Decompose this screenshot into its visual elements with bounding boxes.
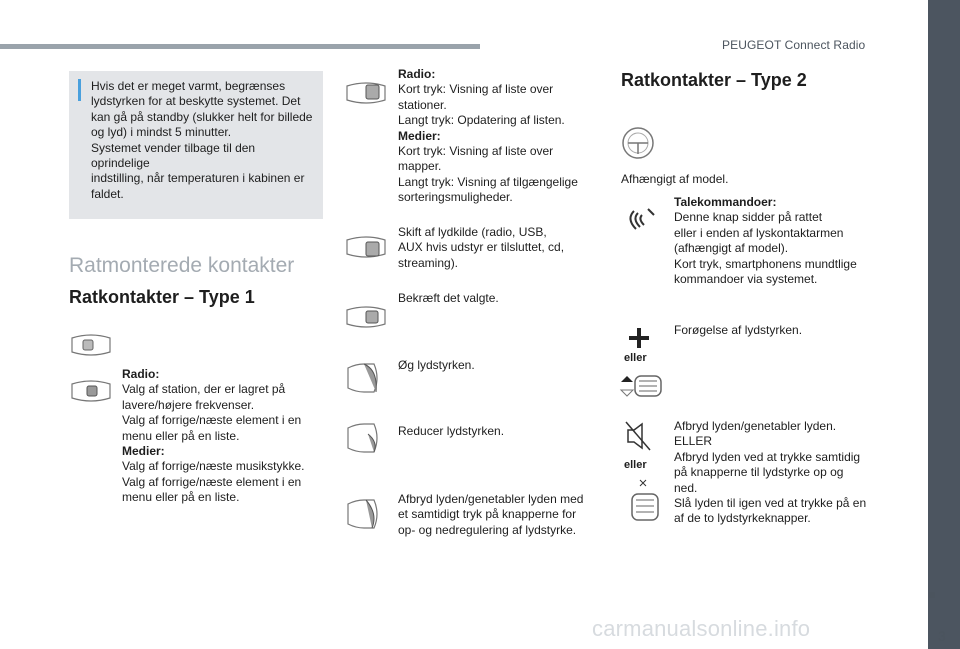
confirm-button-icon bbox=[344, 306, 388, 328]
confirm-text: Bekræft det valgte. bbox=[398, 291, 499, 305]
type2-mute-text: Afbryd lyden/genetabler lyden. ELLER Afbryd lyden ved at trykke samtidig på knapperne til lydstyrke op og ned. Slå lyden til igen ved at trykke på en af de to lydstyrkeknapper. bbox=[674, 419, 867, 526]
info-note bbox=[69, 71, 323, 219]
top-rule bbox=[0, 44, 480, 49]
col2-media-title: Medier: bbox=[398, 128, 441, 143]
volume-up-control-icon bbox=[344, 360, 384, 396]
brand-header: PEUGEOT Connect Radio bbox=[722, 38, 866, 52]
type1-heading: Ratkontakter – Type 1 bbox=[69, 287, 255, 307]
volume-up-text: Øg lydstyrken. bbox=[398, 358, 475, 372]
voice-block bbox=[674, 195, 874, 287]
plus-icon bbox=[627, 326, 651, 350]
type2-volume-up-text: Forøgelse af lydstyrken. bbox=[674, 323, 803, 337]
or-label-2: eller bbox=[624, 459, 647, 471]
info-note-text: Hvis det er meget varmt, begrænses lydstyrken for at beskytte systemet. Det kan gå på standby (slukker helt for billede og lyd) i mindst 5 minutter. Systemet vender tilbage til den oprindelige indstilling, når temperaturen i kabinen er faldet. bbox=[91, 79, 313, 201]
volume-lever-up-icon bbox=[619, 372, 663, 400]
voice-text: Denne knap sidder på rattet eller i enden af lyskontaktarmen (afhængigt af model). Kort tryk, smartphonens mundtlige kommandoer via systemet. bbox=[674, 210, 857, 287]
type1-radio-title: Radio: bbox=[122, 367, 160, 381]
volume-lever-mute-icon bbox=[630, 478, 662, 522]
type1-media-text: Valg af forrige/næste musikstykke. Valg af forrige/næste element i en menu eller på en liste. bbox=[122, 459, 305, 505]
type1-radio-block bbox=[122, 367, 322, 506]
continuation-marker bbox=[929, 592, 935, 598]
watermark: carmanualsonline.info bbox=[592, 616, 811, 641]
col2-radio-block bbox=[398, 67, 588, 206]
volume-down-control-icon bbox=[344, 420, 384, 456]
voice-command-icon bbox=[622, 205, 658, 233]
mute-speaker-icon bbox=[624, 420, 654, 452]
mute-text: Afbryd lyden/genetabler lyden med et samtidigt tryk på knapperne for op- og nedregulering af lydstyrke. bbox=[398, 492, 584, 537]
steering-wheel-icon bbox=[621, 124, 655, 162]
radio-list-button-icon bbox=[344, 82, 388, 104]
steering-control-icon bbox=[69, 334, 113, 356]
col2-radio-title: Radio: bbox=[398, 67, 436, 81]
voice-title: Talekommandoer: bbox=[674, 195, 777, 209]
info-marker-icon bbox=[78, 79, 81, 101]
page-number: 3 bbox=[938, 628, 946, 644]
model-text: Afhængigt af model. bbox=[621, 172, 729, 186]
section-title: Ratmonterede kontakter bbox=[69, 254, 295, 277]
col2-radio-text: Kort tryk: Visning af liste over stationer. Langt tryk: Opdatering af listen. bbox=[398, 82, 565, 128]
type1-radio-text: Valg af station, der er lagret på lavere/højere frekvenser. Valg af forrige/næste element i en menu eller på en liste. bbox=[122, 382, 302, 443]
page-side-tab bbox=[928, 0, 960, 649]
type1-media-title: Medier: bbox=[122, 444, 165, 459]
source-text: Skift af lydkilde (radio, USB, AUX hvis udstyr er tilsluttet, cd, streaming). bbox=[398, 225, 565, 270]
source-button-icon bbox=[344, 236, 388, 258]
or-label-1: eller bbox=[624, 352, 647, 364]
mute-control-icon bbox=[344, 496, 384, 532]
col2-media-text: Kort tryk: Visning af liste over mapper. Langt tryk: Visning af tilgængelige sorteringsmuligheder. bbox=[398, 144, 578, 205]
volume-down-text: Reducer lydstyrken. bbox=[398, 424, 505, 438]
steering-scroll-icon bbox=[69, 380, 113, 402]
type2-heading: Ratkontakter – Type 2 bbox=[621, 70, 807, 90]
